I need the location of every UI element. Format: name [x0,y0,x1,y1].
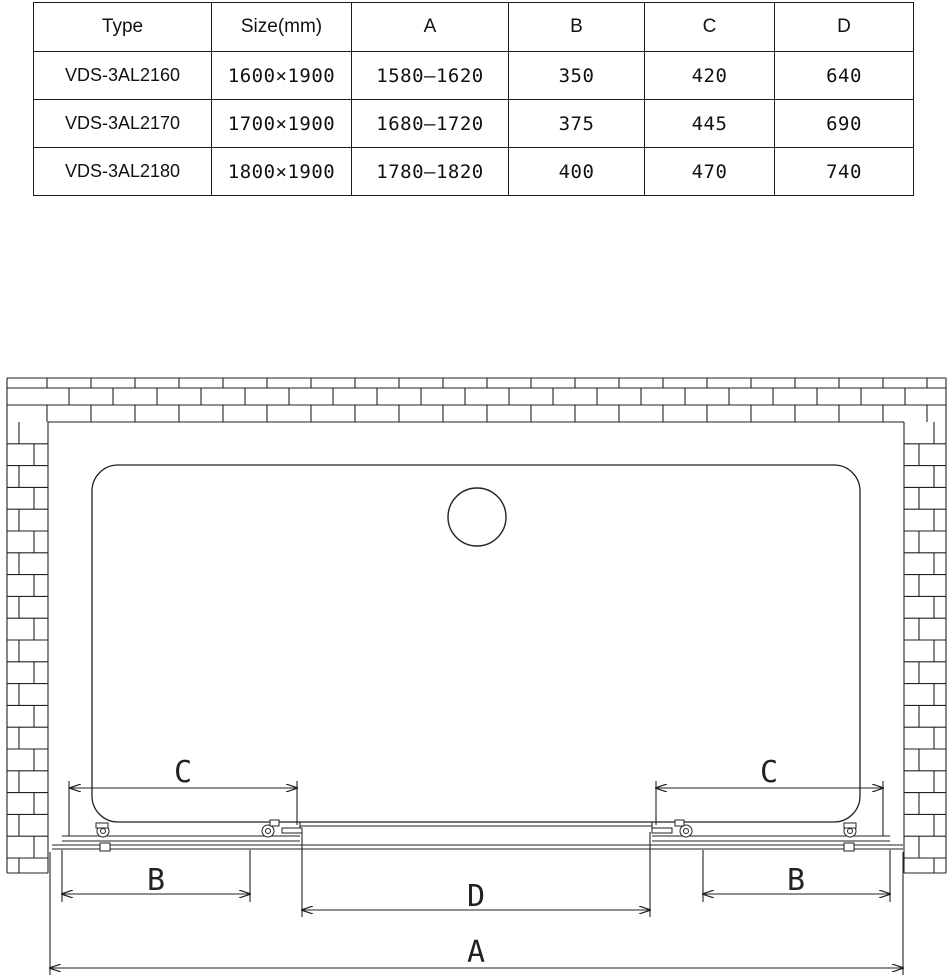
cell-d: 690 [775,100,914,148]
header-b: B [509,3,645,52]
brick-wall [7,378,946,873]
cell-c: 445 [645,100,775,148]
cell-d: 740 [775,148,914,196]
cell-b: 400 [509,148,645,196]
header-d: D [775,3,914,52]
label-b-right: B [786,863,806,898]
cell-a: 1680–1720 [352,100,509,148]
cell-c: 470 [645,148,775,196]
drain-icon [448,488,506,546]
cell-a: 1780–1820 [352,148,509,196]
cell-size: 1800×1900 [212,148,352,196]
cell-type: VDS-3AL2170 [34,100,212,148]
header-c: C [645,3,775,52]
cell-a: 1580–1620 [352,52,509,100]
roller-left-1 [96,823,110,851]
header-a: A [352,3,509,52]
label-a: A [466,935,486,970]
cell-size: 1700×1900 [212,100,352,148]
label-d: D [466,879,486,914]
label-c-left: C [173,755,193,790]
label-b-left: B [146,863,166,898]
cell-d: 640 [775,52,914,100]
cell-type: VDS-3AL2160 [34,52,212,100]
roller-right-2 [844,823,856,851]
header-size: Size(mm) [212,3,352,52]
cell-size: 1600×1900 [212,52,352,100]
shower-tray [92,465,860,822]
label-c-right: C [759,755,779,790]
glass-panels [52,822,903,849]
cell-c: 420 [645,52,775,100]
cell-b: 350 [509,52,645,100]
cell-b: 375 [509,100,645,148]
header-type: Type [34,3,212,52]
cell-type: VDS-3AL2180 [34,148,212,196]
